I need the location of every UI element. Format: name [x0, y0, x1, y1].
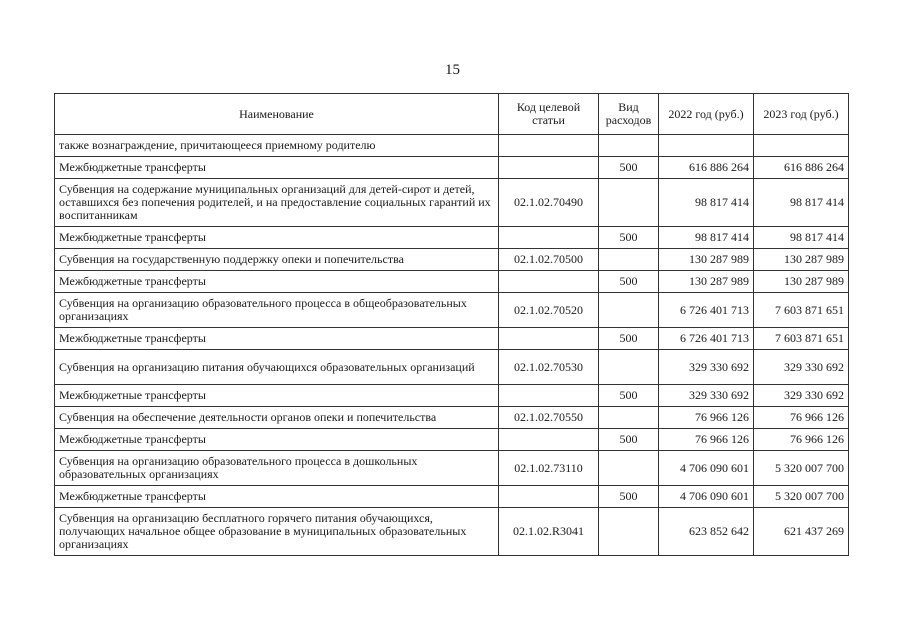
cell-expense-type: 500	[599, 271, 659, 293]
cell-amount-2022: 4 706 090 601	[659, 486, 754, 508]
cell-expense-type	[599, 179, 659, 227]
cell-code	[499, 429, 599, 451]
cell-name: Межбюджетные трансферты	[55, 429, 499, 451]
table-row	[55, 271, 849, 293]
table-row	[55, 486, 849, 508]
cell-code: 02.1.02.70530	[499, 350, 599, 385]
cell-expense-type	[599, 451, 659, 486]
cell-amount-2022: 329 330 692	[659, 385, 754, 407]
header-name: Наименование	[55, 94, 499, 135]
cell-code: 02.1.02.70520	[499, 293, 599, 328]
table-row	[55, 328, 849, 350]
cell-expense-type	[599, 293, 659, 328]
cell-name: также вознаграждение, причитающееся приемному родителю	[55, 135, 499, 157]
cell-name: Субвенция на государственную поддержку опеки и попечительства	[55, 249, 499, 271]
cell-expense-type	[599, 407, 659, 429]
cell-amount-2023: 76 966 126	[754, 407, 849, 429]
cell-amount-2022: 76 966 126	[659, 429, 754, 451]
table-row	[55, 385, 849, 407]
cell-name: Межбюджетные трансферты	[55, 227, 499, 249]
cell-name: Субвенция на организацию образовательного процесса в дошкольных образовательных организациях	[55, 451, 499, 486]
cell-code: 02.1.02.70490	[499, 179, 599, 227]
cell-code: 02.1.02.R3041	[499, 508, 599, 556]
cell-amount-2022	[659, 135, 754, 157]
cell-amount-2023: 98 817 414	[754, 179, 849, 227]
table-row	[55, 135, 849, 157]
table-row	[55, 249, 849, 271]
cell-amount-2022: 4 706 090 601	[659, 451, 754, 486]
cell-amount-2022: 98 817 414	[659, 227, 754, 249]
cell-code: 02.1.02.73110	[499, 451, 599, 486]
cell-name: Межбюджетные трансферты	[55, 486, 499, 508]
cell-amount-2023: 76 966 126	[754, 429, 849, 451]
cell-expense-type: 500	[599, 486, 659, 508]
table-body	[55, 135, 849, 556]
cell-amount-2022: 98 817 414	[659, 179, 754, 227]
cell-amount-2022: 616 886 264	[659, 157, 754, 179]
cell-expense-type	[599, 350, 659, 385]
table-row	[55, 179, 849, 227]
cell-expense-type	[599, 249, 659, 271]
cell-name: Субвенция на организацию бесплатного горячего питания обучающихся, получающих начальное общее образование в муниципальных образовательных организациях	[55, 508, 499, 556]
table-row	[55, 293, 849, 328]
cell-code	[499, 328, 599, 350]
cell-code	[499, 135, 599, 157]
cell-expense-type: 500	[599, 429, 659, 451]
header-year-2023: 2023 год (руб.)	[754, 94, 849, 135]
cell-amount-2022: 623 852 642	[659, 508, 754, 556]
cell-amount-2023: 130 287 989	[754, 249, 849, 271]
cell-amount-2023: 98 817 414	[754, 227, 849, 249]
header-year-2022: 2022 год (руб.)	[659, 94, 754, 135]
table-row	[55, 227, 849, 249]
cell-name: Субвенция на организацию питания обучающихся образовательных организаций	[55, 350, 499, 385]
cell-expense-type: 500	[599, 328, 659, 350]
header-code: Код целевой статьи	[499, 94, 599, 135]
cell-amount-2022: 329 330 692	[659, 350, 754, 385]
cell-expense-type: 500	[599, 157, 659, 179]
cell-name: Межбюджетные трансферты	[55, 328, 499, 350]
cell-amount-2023: 329 330 692	[754, 385, 849, 407]
cell-expense-type	[599, 135, 659, 157]
cell-code	[499, 227, 599, 249]
cell-amount-2023: 621 437 269	[754, 508, 849, 556]
table-row	[55, 508, 849, 556]
cell-code: 02.1.02.70550	[499, 407, 599, 429]
cell-code	[499, 486, 599, 508]
table-row	[55, 451, 849, 486]
cell-code	[499, 157, 599, 179]
cell-amount-2023: 7 603 871 651	[754, 293, 849, 328]
budget-table	[54, 93, 849, 556]
cell-amount-2022: 76 966 126	[659, 407, 754, 429]
cell-code	[499, 271, 599, 293]
cell-name: Субвенция на обеспечение деятельности органов опеки и попечительства	[55, 407, 499, 429]
cell-amount-2022: 6 726 401 713	[659, 293, 754, 328]
cell-expense-type: 500	[599, 227, 659, 249]
cell-name: Межбюджетные трансферты	[55, 385, 499, 407]
cell-code	[499, 385, 599, 407]
cell-name: Субвенция на организацию образовательного процесса в общеобразовательных организациях	[55, 293, 499, 328]
cell-amount-2022: 130 287 989	[659, 271, 754, 293]
cell-name: Субвенция на содержание муниципальных организаций для детей-сирот и детей, оставшихся без попечения родителей, и на предоставление социальных гарантий их воспитанникам	[55, 179, 499, 227]
cell-amount-2022: 130 287 989	[659, 249, 754, 271]
cell-amount-2023: 130 287 989	[754, 271, 849, 293]
cell-amount-2023: 5 320 007 700	[754, 451, 849, 486]
cell-expense-type	[599, 508, 659, 556]
cell-name: Межбюджетные трансферты	[55, 271, 499, 293]
cell-amount-2023: 5 320 007 700	[754, 486, 849, 508]
cell-code: 02.1.02.70500	[499, 249, 599, 271]
page-number: 15	[445, 62, 460, 78]
header-expense-type: Вид расходов	[599, 94, 659, 135]
cell-amount-2022: 6 726 401 713	[659, 328, 754, 350]
table-row	[55, 429, 849, 451]
cell-amount-2023	[754, 135, 849, 157]
cell-amount-2023: 7 603 871 651	[754, 328, 849, 350]
table-row	[55, 157, 849, 179]
cell-expense-type: 500	[599, 385, 659, 407]
table-header-row	[55, 94, 849, 135]
cell-amount-2023: 329 330 692	[754, 350, 849, 385]
cell-amount-2023: 616 886 264	[754, 157, 849, 179]
table-row	[55, 350, 849, 385]
cell-name: Межбюджетные трансферты	[55, 157, 499, 179]
table-row	[55, 407, 849, 429]
